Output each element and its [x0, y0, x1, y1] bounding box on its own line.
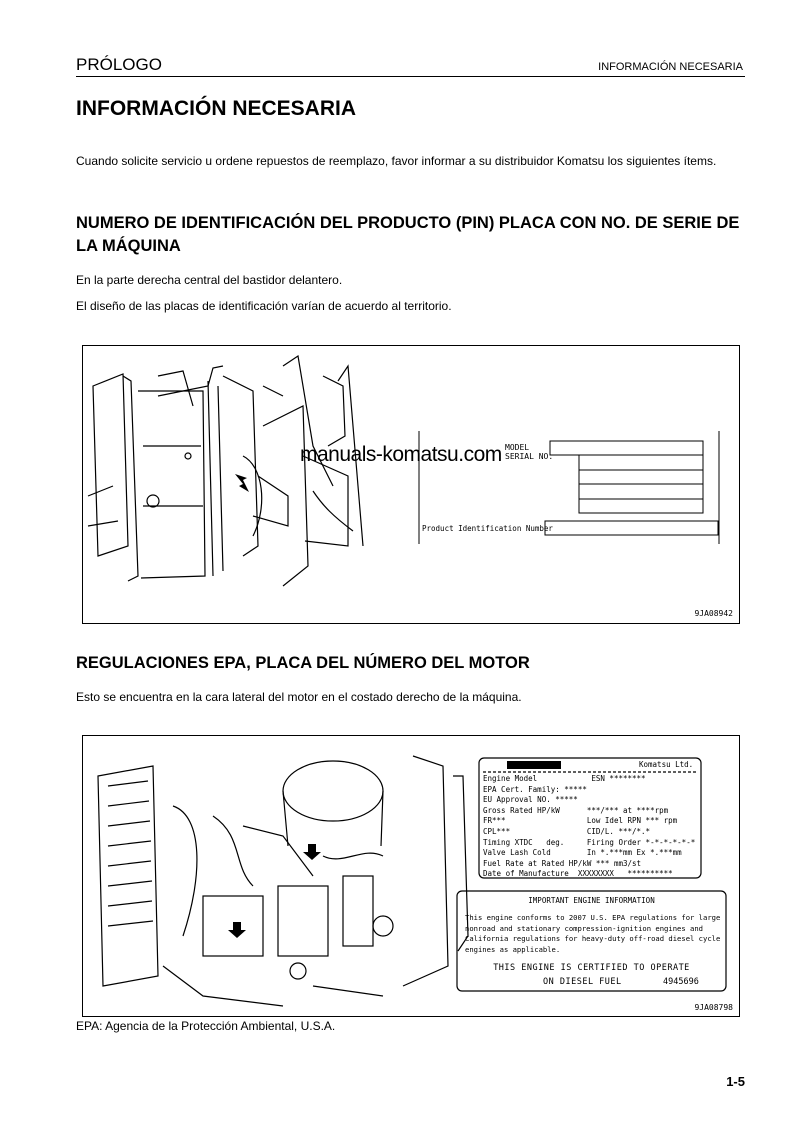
figure-code: 9JA08942: [694, 609, 733, 618]
engine-plate-line: Timing XTDC deg. Firing Order *-*-*-*-*-*: [483, 837, 696, 847]
important-title: IMPORTANT ENGINE INFORMATION: [528, 896, 655, 905]
engine-plate-line: Date of Manufacture XXXXXXXX **********: [483, 869, 673, 879]
engine-figure: [82, 735, 740, 1017]
engine-plate-line: FR*** Low Idel RPN *** rpm: [483, 816, 678, 826]
engine-plate-line: Gross Rated HP/kW ***/*** at ****rpm: [483, 805, 669, 815]
frame-illustration: [83, 346, 739, 623]
komatsu-logo: [507, 761, 561, 769]
watermark: manuals-komatsu.com: [300, 443, 502, 466]
epa-heading: REGULACIONES EPA, PLACA DEL NÚMERO DEL MOTOR: [76, 654, 530, 672]
intro-text: Cuando solicite servicio u ordene repuestos de reemplazo, favor informar a su distribuidor Komatsu los siguientes ítems.: [76, 154, 717, 168]
arrow-icon: [303, 844, 321, 860]
serial-label: SERIAL NO.: [505, 452, 554, 461]
engine-plate-line: Engine Model ESN ********: [483, 774, 646, 783]
model-label: MODEL: [505, 443, 530, 452]
company-name: Komatsu Ltd.: [639, 760, 694, 769]
header-rule: [76, 76, 745, 77]
pin-label: Product Identification Number: [422, 524, 553, 533]
header-section: PRÓLOGO: [76, 55, 162, 74]
fuel-text: ON DIESEL FUEL: [543, 977, 622, 987]
engine-plate-lines: [483, 774, 695, 880]
pin-text-2: El diseño de las placas de identificación varían de acuerdo al territorio.: [76, 299, 452, 313]
engine-plate-line: EU Approval NO. *****: [483, 795, 578, 805]
part-number: 4945696: [663, 977, 699, 987]
page-title: INFORMACIÓN NECESARIA: [76, 97, 357, 120]
pin-figure: [82, 345, 740, 624]
pin-heading: NUMERO DE IDENTIFICACIÓN DEL PRODUCTO (PIN) PLACA CON NO. DE SERIE DE LA MÁQUINA: [76, 214, 740, 255]
engine-plate-line: EPA Cert. Family: *****: [483, 784, 587, 794]
arrow-icon: [228, 922, 246, 938]
cert-text: THIS ENGINE IS CERTIFIED TO OPERATE: [493, 963, 690, 973]
epa-text: Esto se encuentra en la cara lateral del motor en el costado derecho de la máquina.: [76, 690, 522, 704]
engine-plate-line: Fuel Rate at Rated HP/kW *** mm3/st: [483, 858, 642, 868]
arrow-icon: [235, 474, 249, 492]
header-topic: INFORMACIÓN NECESARIA: [598, 61, 743, 73]
engine-plate-line: Valve Lash Cold In *.***mm Ex *.***mm: [483, 848, 682, 858]
epa-caption: EPA: Agencia de la Protección Ambiental, U.S.A.: [76, 1019, 336, 1033]
page-number: 1-5: [726, 1074, 745, 1089]
important-body: This engine conforms to 2007 U.S. EPA regulations for large nonroad and stationary compression-ignition engines and California regulations for heavy-duty off-road diesel cycle engines as applicable.: [465, 913, 721, 954]
engine-plate-line: CPL*** CID/L. ***/*.*: [483, 826, 651, 836]
figure-code: 9JA08798: [694, 1003, 733, 1012]
pin-text-1: En la parte derecha central del bastidor delantero.: [76, 273, 343, 287]
